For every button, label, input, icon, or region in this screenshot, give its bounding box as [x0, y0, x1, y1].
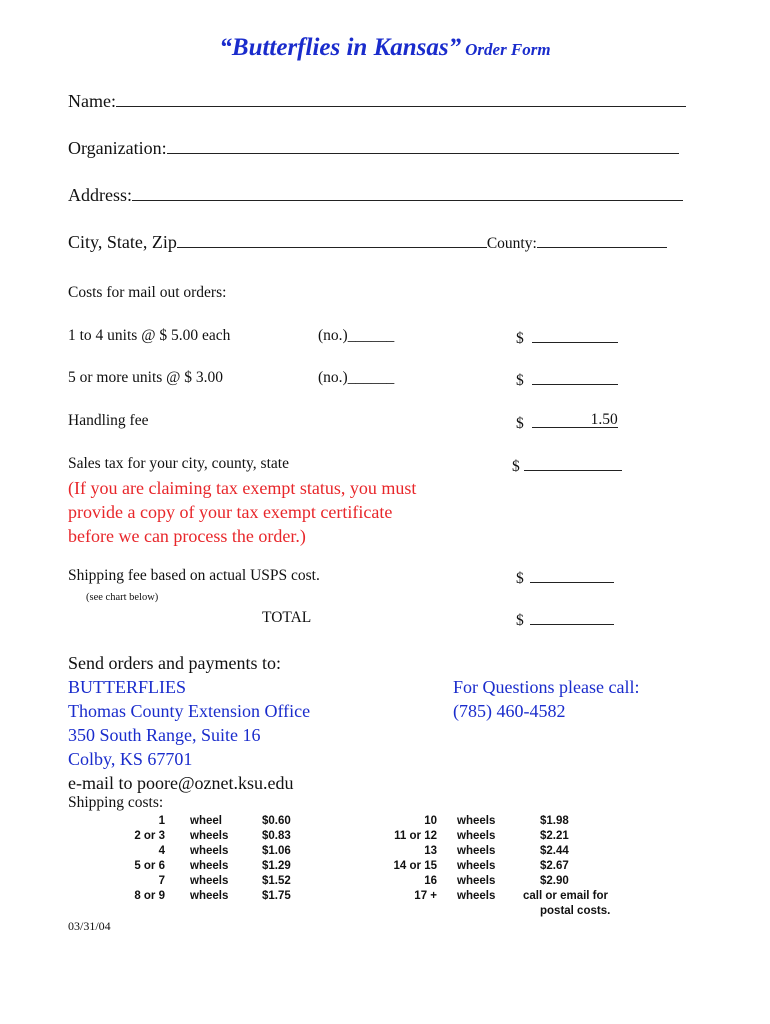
ship-price: $2.21 — [540, 830, 569, 842]
ship-price: $2.90 — [540, 875, 569, 887]
shipping-costs-table — [0, 814, 770, 924]
form-title — [0, 34, 770, 62]
county-label: County: — [486, 235, 537, 252]
cost-row-label: 5 or more units @ $ 3.00 — [68, 369, 224, 386]
questions-phone[interactable]: (785) 460-4582 — [453, 701, 566, 721]
dollar-sign: $ — [516, 415, 524, 432]
organization-label: Organization: — [68, 138, 167, 158]
ship-price: $1.06 — [262, 845, 291, 857]
see-chart-note: (see chart below) — [86, 592, 159, 603]
form-date: 03/31/04 — [68, 919, 111, 933]
ship-qty: 16 — [424, 875, 437, 887]
cost-row-amount[interactable] — [516, 327, 618, 348]
ship-price: $2.44 — [540, 845, 569, 857]
ship-qty: 4 — [158, 845, 165, 857]
send-line: 350 South Range, Suite 16 — [68, 725, 261, 745]
send-line: Colby, KS 67701 — [68, 749, 193, 769]
send-orders-block — [68, 651, 310, 795]
shipping-costs-heading: Shipping costs: — [68, 794, 164, 811]
city-state-zip-line[interactable] — [177, 229, 487, 248]
ship-qty: 2 or 3 — [134, 830, 165, 842]
ship-qty: 14 or 15 — [393, 860, 437, 872]
city-state-zip-field[interactable] — [68, 229, 667, 253]
dollar-sign: $ — [516, 612, 524, 629]
dollar-sign: $ — [512, 458, 520, 475]
ship-price: $0.83 — [262, 830, 291, 842]
dollar-sign: $ — [516, 372, 524, 389]
cost-row-amount — [516, 412, 618, 433]
ship-unit: wheels — [190, 860, 229, 872]
cost-row-amount[interactable] — [516, 369, 618, 390]
total-label: TOTAL — [262, 609, 312, 626]
title-sub: Order Form — [465, 40, 551, 59]
ship-unit: wheels — [190, 845, 229, 857]
send-line: BUTTERFLIES — [68, 677, 187, 697]
ship-qty: 1 — [158, 815, 165, 827]
ship-qty: 7 — [158, 875, 165, 887]
send-heading: Send orders and payments to: — [68, 653, 281, 673]
dollar-sign: $ — [516, 330, 524, 347]
county-line[interactable] — [537, 229, 667, 248]
cost-row-label: 1 to 4 units @ $ 5.00 each — [68, 327, 231, 344]
total-amount[interactable] — [516, 609, 614, 630]
organization-field[interactable] — [68, 135, 679, 159]
ship-price: $0.60 — [262, 815, 291, 827]
ship-price: $2.67 — [540, 860, 569, 872]
ship-unit: wheels — [457, 815, 496, 827]
email-line[interactable]: e-mail to poore@oznet.ksu.edu — [68, 773, 294, 793]
ship-unit: wheels — [457, 845, 496, 857]
ship-qty: 13 — [424, 845, 437, 857]
ship-unit: wheels — [457, 875, 496, 887]
ship-qty: 8 or 9 — [134, 890, 165, 902]
shipping-fee-label: Shipping fee based on actual USPS cost. — [68, 567, 320, 584]
questions-label: For Questions please call: — [453, 677, 640, 697]
shipping-fee-amount[interactable] — [516, 567, 614, 588]
name-line[interactable] — [116, 88, 686, 107]
ship-price: $1.98 — [540, 815, 569, 827]
ship-qty: 17 + — [414, 890, 437, 902]
ship-price: $1.29 — [262, 860, 291, 872]
ship-unit: wheel — [190, 815, 222, 827]
city-state-zip-label: City, State, Zip — [68, 232, 177, 252]
dollar-sign: $ — [516, 570, 524, 587]
organization-line[interactable] — [167, 135, 679, 154]
cost-row-qty[interactable]: (no.)______ — [318, 369, 395, 386]
send-line: Thomas County Extension Office — [68, 701, 311, 721]
ship-unit: wheels — [457, 860, 496, 872]
title-main: “Butterflies in Kansas” — [219, 34, 462, 61]
name-field[interactable] — [68, 88, 686, 112]
questions-block — [453, 675, 639, 723]
address-label: Address: — [68, 185, 132, 205]
ship-price-note: postal costs. — [540, 905, 611, 917]
address-field[interactable] — [68, 182, 683, 206]
costs-heading: Costs for mail out orders: — [68, 284, 227, 301]
ship-price: $1.75 — [262, 890, 291, 902]
ship-unit: wheels — [457, 890, 496, 902]
cost-row-amount[interactable] — [512, 455, 622, 476]
cost-row-label: Handling fee — [68, 412, 149, 429]
ship-qty: 5 or 6 — [134, 860, 165, 872]
address-line[interactable] — [132, 182, 683, 201]
ship-qty: 11 or 12 — [394, 830, 437, 842]
name-label: Name: — [68, 91, 116, 111]
ship-price: $1.52 — [262, 875, 291, 887]
cost-row-label: Sales tax for your city, county, state — [68, 455, 289, 472]
tax-exempt-note: (If you are claiming tax exempt status, you must provide a copy of your tax exempt certificate before we can process the order.) — [68, 478, 417, 546]
handling-fee-value: 1.50 — [590, 411, 618, 428]
ship-qty: 10 — [424, 815, 437, 827]
ship-unit: wheels — [190, 875, 229, 887]
ship-unit: wheels — [457, 830, 496, 842]
cost-row-qty[interactable]: (no.)______ — [318, 327, 395, 344]
ship-price: call or email for — [523, 890, 609, 902]
ship-unit: wheels — [190, 890, 229, 902]
ship-unit: wheels — [190, 830, 229, 842]
